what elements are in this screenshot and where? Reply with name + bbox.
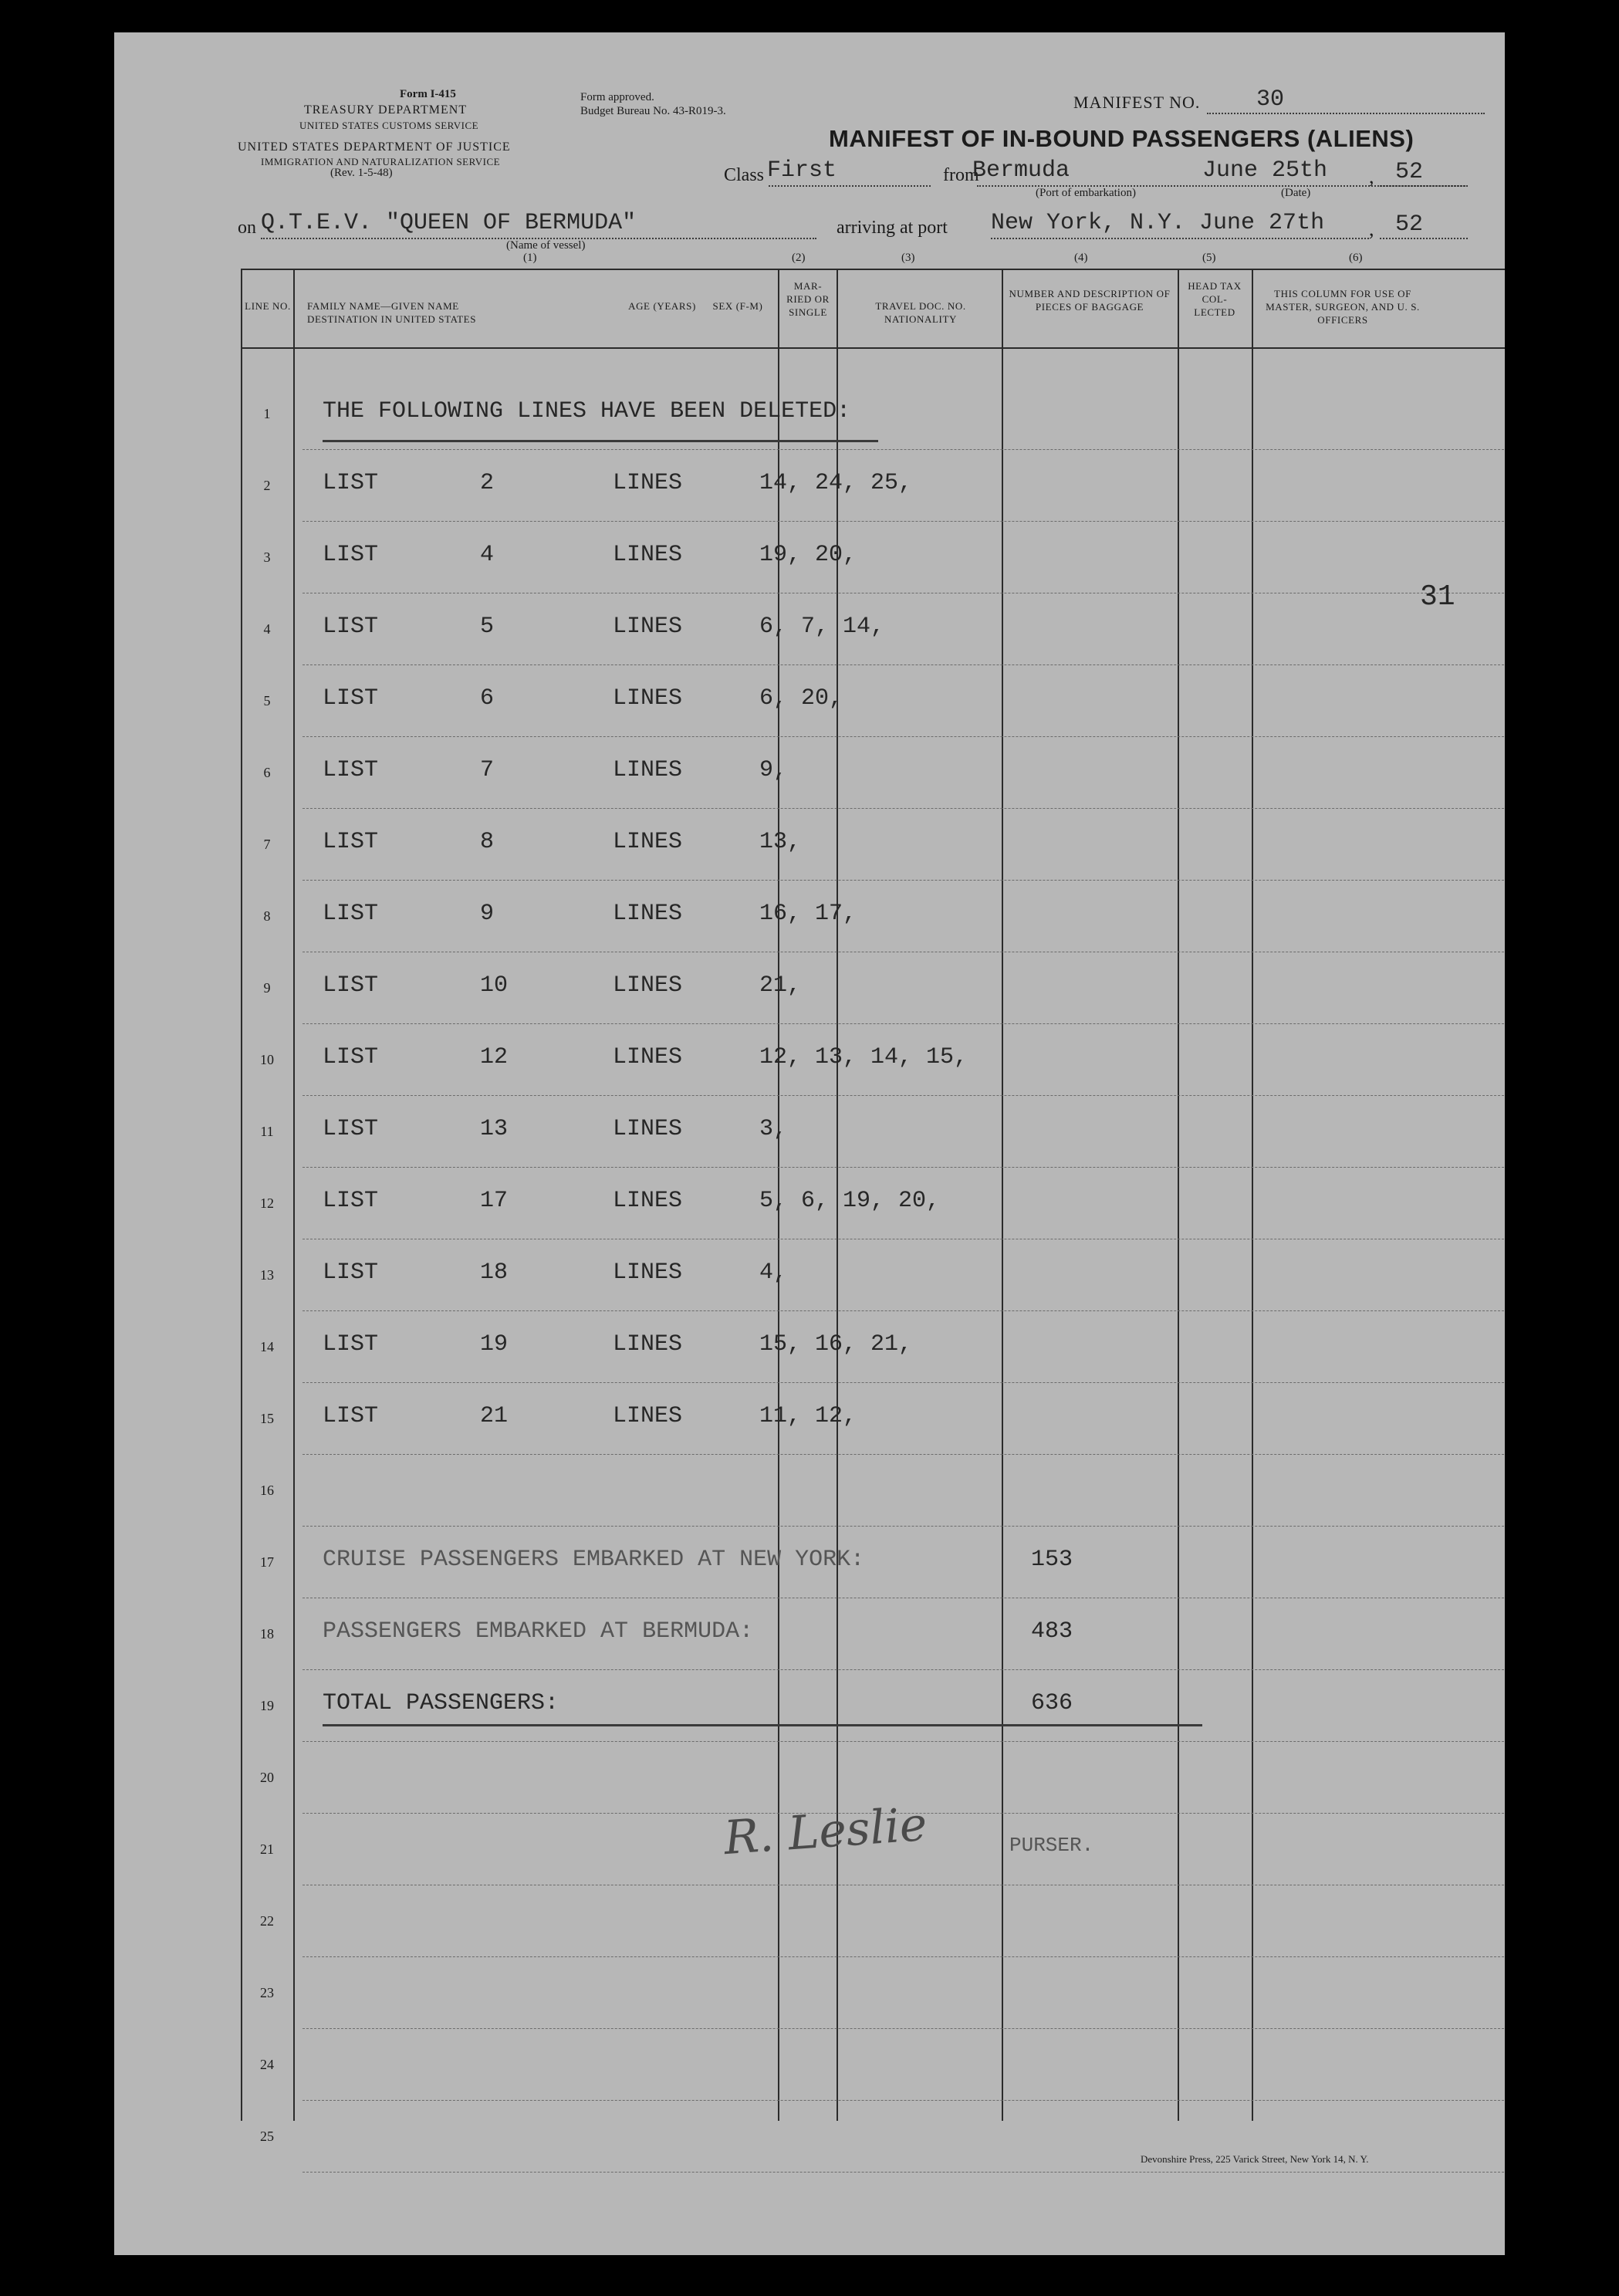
row-line-values: 9,: [759, 757, 788, 783]
from-label: from: [943, 165, 979, 185]
date-value: June 25th: [1202, 157, 1328, 184]
row-list-number: 12: [480, 1044, 509, 1070]
class-value: First: [767, 157, 837, 184]
row-rule: [303, 1526, 1505, 1527]
port-embark-caption: (Port of embarkation): [1036, 187, 1136, 199]
margin-list-number: 31: [1420, 580, 1455, 614]
row-list-number: 5: [480, 614, 495, 640]
row-lines-label: LINES: [613, 685, 683, 712]
row-list-number: 21: [480, 1403, 509, 1429]
printer-footer: Devonshire Press, 225 Varick Street, New York 14, N. Y.: [1141, 2153, 1369, 2165]
row-list-number: 18: [480, 1260, 509, 1286]
row-list-label: LIST: [323, 1044, 379, 1070]
line-number: 4: [263, 621, 271, 637]
manifest-title: MANIFEST OF IN-BOUND PASSENGERS (ALIENS): [829, 125, 1415, 152]
line-number: 10: [260, 1052, 274, 1067]
row-lines-label: LINES: [613, 757, 683, 783]
row-list-label: LIST: [323, 1331, 379, 1358]
revision-label: (Rev. 1-5-48): [330, 167, 393, 179]
row-line-values: 11, 12,: [759, 1403, 857, 1429]
row-rule: [303, 1956, 1505, 1957]
row-line-values: 21,: [759, 972, 802, 999]
column-header-tax: HEAD TAX COL- LECTED: [1188, 280, 1242, 318]
row-list-number: 7: [480, 757, 495, 783]
row-passenger-count: 483: [1031, 1618, 1073, 1645]
column-header-baggage: NUMBER AND DESCRIPTION OF PIECES OF BAGGAGE: [1009, 288, 1171, 313]
column-number-5: (5): [1202, 252, 1216, 264]
row-line-values: 12, 13, 14, 15,: [759, 1044, 968, 1070]
justice-label: UNITED STATES DEPARTMENT OF JUSTICE: [238, 140, 511, 154]
purser-signature: R. Leslie: [722, 1797, 929, 1866]
column-number-4: (4): [1074, 252, 1088, 264]
line-number: 12: [260, 1195, 274, 1211]
line-number: 16: [260, 1483, 274, 1498]
row-list-number: 4: [480, 542, 495, 568]
line-number: 7: [263, 837, 271, 852]
column-number-1: (1): [523, 252, 537, 264]
arriving-label: arriving at port: [837, 218, 948, 238]
line-number: 24: [260, 2057, 274, 2072]
row-rule: [303, 1382, 1505, 1383]
row-rule: [303, 1454, 1505, 1455]
row-lines-label: LINES: [613, 901, 683, 927]
class-label: Class: [724, 165, 765, 185]
line-number: 23: [260, 1985, 274, 2000]
vessel-name: Q.T.E.V. "QUEEN OF BERMUDA": [261, 210, 637, 236]
column-header-name: FAMILY NAME—GIVEN NAME DESTINATION IN UNITED STATES: [307, 300, 477, 325]
column-header-travel: TRAVEL DOC. NO. NATIONALITY: [875, 300, 966, 325]
manifest-no-value: 30: [1256, 86, 1285, 113]
manifest-no-label: MANIFEST NO.: [1073, 93, 1201, 112]
row-line-values: 5, 6, 19, 20,: [759, 1188, 941, 1214]
row-list-label: LIST: [323, 901, 379, 927]
column-header-line-no: LINE NO.: [245, 300, 291, 312]
row-list-label: LIST: [323, 470, 379, 496]
row-list-number: 13: [480, 1116, 509, 1142]
purser-label: PURSER.: [1009, 1834, 1094, 1857]
row-list-label: LIST: [323, 1116, 379, 1142]
row-lines-label: LINES: [613, 614, 683, 640]
row-lines-label: LINES: [613, 829, 683, 855]
row-list-label: LIST: [323, 829, 379, 855]
row-lines-label: LINES: [613, 1331, 683, 1358]
row-summary-text: TOTAL PASSENGERS:: [323, 1690, 559, 1716]
row-list-label: LIST: [323, 1260, 379, 1286]
row-rule: [303, 736, 1505, 737]
line-number: 17: [260, 1554, 274, 1570]
row-rule: [303, 1095, 1505, 1096]
line-number: 8: [263, 908, 271, 924]
total-underline: [323, 1724, 1202, 1726]
row-lines-label: LINES: [613, 1044, 683, 1070]
year-value-2: 52: [1395, 211, 1424, 238]
arrival-port-date: New York, N.Y. June 27th: [991, 210, 1325, 236]
row-rule: [303, 449, 1505, 450]
row-summary-text: PASSENGERS EMBARKED AT BERMUDA:: [323, 1618, 754, 1645]
row-line-values: 13,: [759, 829, 802, 855]
line-number: 22: [260, 1913, 274, 1929]
year-value-1: 52: [1395, 159, 1424, 185]
line-number: 19: [260, 1698, 274, 1713]
line-number: 21: [260, 1841, 274, 1857]
row-list-label: LIST: [323, 972, 379, 999]
row-lines-label: LINES: [613, 972, 683, 999]
row-list-label: LIST: [323, 1403, 379, 1429]
deleted-line-underline: [323, 440, 878, 442]
row-list-number: 6: [480, 685, 495, 712]
line-number: 25: [260, 2129, 274, 2144]
column-header-married: MAR- RIED OR SINGLE: [786, 280, 830, 318]
row-list-number: 8: [480, 829, 495, 855]
row-list-label: LIST: [323, 542, 379, 568]
date-caption: (Date): [1281, 187, 1311, 199]
column-number-3: (3): [901, 252, 915, 264]
line-number: 18: [260, 1626, 274, 1642]
row-line-values: 14, 24, 25,: [759, 470, 913, 496]
line-number: 15: [260, 1411, 274, 1426]
row-lines-label: LINES: [613, 1403, 683, 1429]
row-passenger-count: 636: [1031, 1690, 1073, 1716]
row-lines-label: LINES: [613, 1188, 683, 1214]
row-list-label: LIST: [323, 614, 379, 640]
column-header-officers: THIS COLUMN FOR USE OF MASTER, SURGEON, AND U. S. OFFICERS: [1266, 288, 1420, 326]
manifest-page: Form I-415 TREASURY DEPARTMENT UNITED STATES CUSTOMS SERVICE UNITED STATES DEPARTMENT OF JUSTICE IMMIGRATION AND NATURALIZATION SERVICE (Rev. 1-5-48) Form approved. Budget Bureau No. 43-R019-3. MANIFEST NO. 30 MANIFEST OF IN-BOUND PASSENGERS (ALIENS) Class First from Bermuda (Port of embarkation) June 25th (Date) , 52 on Q.T.E.V. "QUEEN OF BERMUDA" (Name of vessel) arriving at port New York, N.Y. June 27th , 52 (1) (2) (3) (4) (5) (6) LINE NO. FAMILY NAME—GIVEN NAME DESTINATION IN UNITED STATES AGE (YEARS) SEX (F-M) MAR- RIED OR SINGLE TRAVEL DOC. NO. NATIONALITY NUMBER AND DESCRIPTION OF PIECES OF BAGGAGE HEAD TAX COL- LECTED THIS COLUMN FOR USE OF MASTER, SURGEON, AND U. S. OFFICERS 1 THE FOLLOWING LINES HAVE BEEN DELETED: 2 LIST 2 LINES 14, 24, 25, 3 LIST 4 LINES 19, 20, 4 LIST 5 LINES 6, 7, 14, 5 LIST 6 LINES 6, 20, 6 LIST 7 LINES 9, 7 LIST 8 LINES 13, 8 LIST 9 LINES 16, 17, 9 LIST 10 LINES 21, 10 LIST 12 LINES 12, 13, 14, 15, 11 LIST 13 LINES 3, 12 LIST 17 LINES 5, 6, 19, 20, 13 LIST 18 LINES 4, 14 LIST 19 LINES 15, 16, 21, 15 LIST 21 LINES 11, 12, 16 17 CRUISE PASSENGERS EMBARKED AT NEW YORK: 153 18 PASSENGERS EMBARKED AT BERMUDA: 483 19 TOTAL PASSENGERS: 636 20 21 R. Leslie PURSER. 22 23 24 25 31 Devonshire Press, 225 Varick Street, New York 14, N. Y.: [114, 32, 1505, 2255]
row-rule: [303, 1741, 1505, 1742]
row-list-label: LIST: [323, 757, 379, 783]
row-lines-label: LINES: [613, 1116, 683, 1142]
column-header-age: AGE (YEARS): [628, 300, 696, 312]
column-number-6: (6): [1349, 252, 1363, 264]
customs-label: UNITED STATES CUSTOMS SERVICE: [299, 120, 479, 131]
row-rule: [303, 880, 1505, 881]
ins-label: IMMIGRATION AND NATURALIZATION SERVICE: [261, 156, 501, 167]
row-rule: [303, 1023, 1505, 1024]
row-rule: [303, 521, 1505, 522]
on-label: on: [238, 218, 256, 238]
line-number: 3: [263, 549, 271, 565]
line-number: 5: [263, 693, 271, 708]
row-line-values: 16, 17,: [759, 901, 857, 927]
row-line-values: 6, 20,: [759, 685, 843, 712]
row-lines-label: LINES: [613, 470, 683, 496]
treasury-label: TREASURY DEPARTMENT: [304, 103, 468, 117]
row-line-values: 15, 16, 21,: [759, 1331, 913, 1358]
form-approved: Form approved.: [580, 91, 654, 103]
table-top-rule: [241, 269, 1505, 270]
row-list-number: 2: [480, 470, 495, 496]
row-lines-label: LINES: [613, 1260, 683, 1286]
line-number: 2: [263, 478, 271, 493]
line-number: 6: [263, 765, 271, 780]
line-number: 11: [260, 1124, 274, 1139]
row-line-values: 6, 7, 14,: [759, 614, 885, 640]
row-rule: [303, 1310, 1505, 1311]
line-number: 20: [260, 1770, 274, 1785]
row-list-number: 19: [480, 1331, 509, 1358]
row-lines-label: LINES: [613, 542, 683, 568]
row-line-values: 3,: [759, 1116, 788, 1142]
row-list-number: 9: [480, 901, 495, 927]
row-passenger-count: 153: [1031, 1547, 1073, 1573]
row-rule: [303, 2028, 1505, 2029]
row-line-values: 4,: [759, 1260, 788, 1286]
row-summary-text: THE FOLLOWING LINES HAVE BEEN DELETED:: [323, 398, 851, 424]
line-number: 13: [260, 1267, 274, 1283]
row-rule: [303, 808, 1505, 809]
column-number-2: (2): [792, 252, 806, 264]
line-number: 14: [260, 1339, 274, 1354]
row-rule: [303, 2172, 1505, 2173]
row-list-label: LIST: [323, 685, 379, 712]
line-number: 9: [263, 980, 271, 996]
row-rule: [303, 1669, 1505, 1670]
column-header-sex: SEX (F-M): [712, 300, 763, 312]
row-rule: [303, 664, 1505, 665]
row-list-label: LIST: [323, 1188, 379, 1214]
form-number: Form I-415: [400, 88, 456, 100]
row-list-number: 17: [480, 1188, 509, 1214]
table-header-rule: [241, 347, 1505, 349]
budget-bureau: Budget Bureau No. 43-R019-3.: [580, 105, 726, 117]
from-value: Bermuda: [972, 157, 1070, 184]
row-summary-text: CRUISE PASSENGERS EMBARKED AT NEW YORK:: [323, 1547, 865, 1573]
row-line-values: 19, 20,: [759, 542, 857, 568]
line-number: 1: [263, 406, 271, 421]
vessel-caption: (Name of vessel): [506, 239, 586, 252]
row-list-number: 10: [480, 972, 509, 999]
row-rule: [303, 2100, 1505, 2101]
row-rule: [303, 1167, 1505, 1168]
